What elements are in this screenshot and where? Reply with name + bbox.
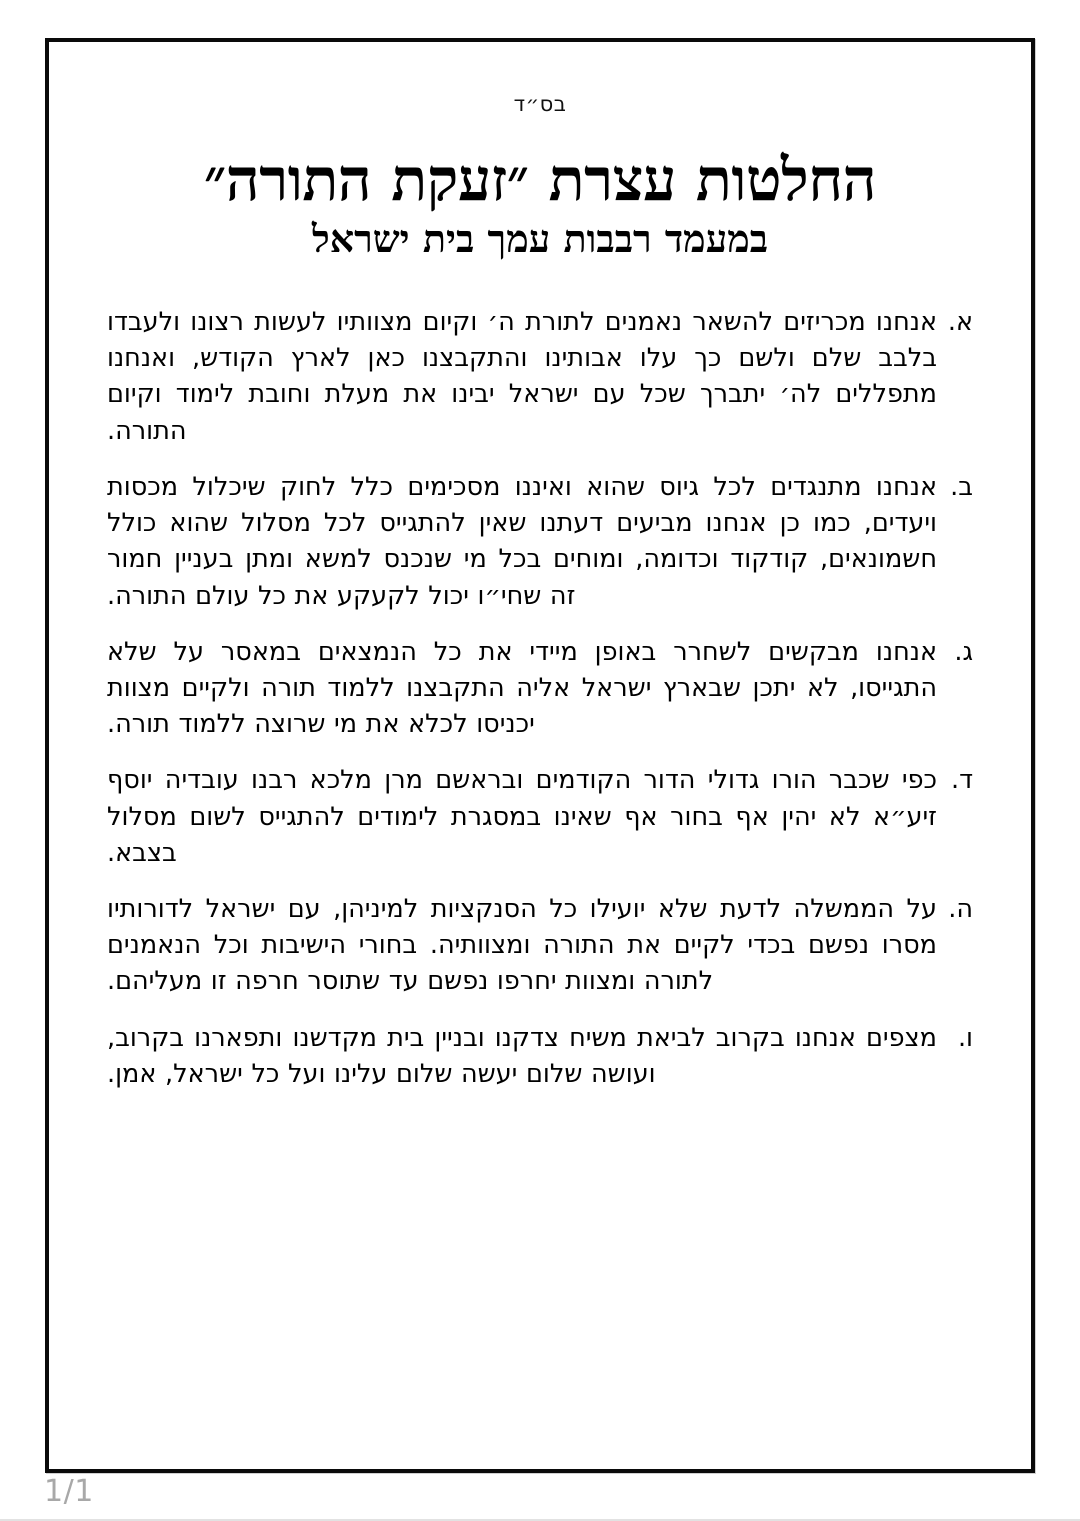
clause-text: אנחנו מתנגדים לכל גיוס שהוא ואיננו מסכימים כלל לחוק שיכלול מכסות ויעדים, כמו כן אנחנו מביעים דעתנו שאין להתגייס לכל מסלול שהוא כולל חשמונאים, קודקוד וכדומה, ומוחים בכל מי שנכנס למשא ומתן בעניין חמור זה שחי״ו יכול לקעקע את כל עולם התורה. [107,471,937,611]
clause-item [107,469,973,614]
clause-item [107,634,973,743]
page-title: החלטות עצרת ״זעקת התורה״ [203,145,877,214]
clause-item [107,891,973,1000]
page-content [49,42,1031,1092]
clause-marker: א. [947,307,973,338]
document-page [45,38,1035,1473]
clause-item [107,762,973,871]
clause-text: אנחנו מכריזים להשאר נאמנים לתורת ה׳ וקיום מצוותיו לעשות רצונו ולעבדו בלבב שלם ולשם כך עלו אבותינו והתקבצנו כאן לארץ הקודש, ואנחנו מתפללים לה׳ יתברך שכל עם ישראל יבינו את מעלת וחובת לימוד וקיום התורה. [107,307,937,446]
clause-marker: ג. [954,636,973,667]
clause-list [107,304,973,1092]
clause-text: מצפים אנחנו בקרוב לביאת משיח צדקנו ובניין בית מקדשנו ותפארנו בקרוב, ועושה שלום יעשה שלום עלינו ועל כל ישראל, אמן. [107,1022,937,1089]
clause-marker: ו. [957,1022,973,1053]
clause-item [107,1020,973,1092]
clause-text: אנחנו מבקשים לשחרר באופן מיידי את כל הנמצאים במאסר על שלא התגייסו, לא יתכן שבארץ ישראל אליה התקבצנו ללמוד תורה ולקיים מצוות יכניסו לכלא את מי שרוצה ללמוד תורה. [107,636,937,740]
page-counter: 1/1 [44,1474,94,1509]
clause-marker: ה. [948,893,973,924]
clause-item [107,304,973,449]
clause-marker: ד. [950,765,973,796]
clause-text: כפי שכבר הורו גדולי הדור הקודמים ובראשם מרן מלכא רבנו עובדיה יוסף זיע״א לא יהין אף בחור אף שאינו במסגרת לימודים להתגייס לשום מסלול בצבא. [107,765,937,868]
blessing-line: בס״ד [513,92,567,116]
clause-text: על הממשלה לדעת שלא יועילו כל הסנקציות למיניהן, עם ישראל לדורותיו מסרו נפשם בכדי לקיים את התורה ומצוותיה. בחורי הישיבות וכל הנאמנים לתורה ומצוות יחרפו נפשם עד שתוסר חרפה זו מעליהם. [107,893,937,997]
clause-marker: ב. [950,471,973,502]
page-subtitle: במעמד רבבות עמך בית ישראל [311,215,769,261]
